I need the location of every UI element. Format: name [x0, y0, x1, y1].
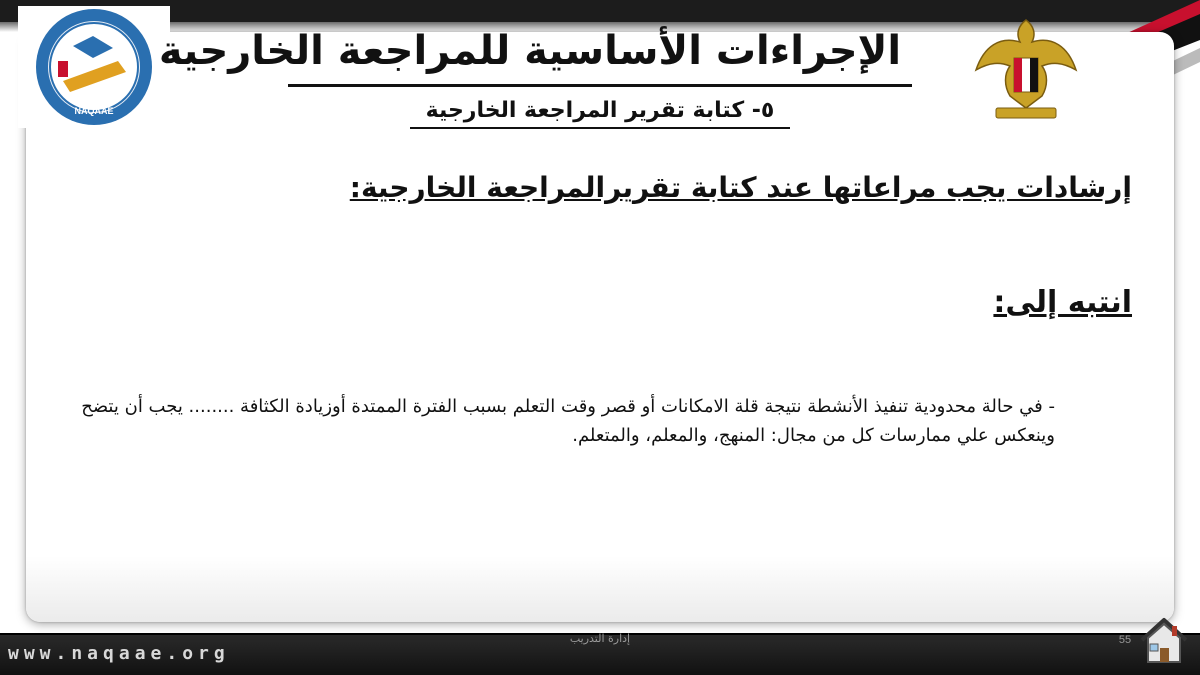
naqaae-logo-icon [18, 6, 170, 128]
bullet-paragraph: - في حالة محدودية تنفيذ الأنشطة نتيجة قلة الامكانات أو قصر وقت التعلم بسبب الفترة الممتدة أوزيادة الكثافة ........ يجب أن يتضح وينعكس علي ممارسات كل من مجال: المنهج، والمعلم، والمتعلم. [81, 396, 1055, 446]
website-url: www.naqaae.org [8, 643, 230, 664]
subtitle-underline [410, 127, 790, 129]
naqaae-logo-label: NAQAAE [74, 106, 114, 116]
slide-title: الإجراءات الأساسية للمراجعة الخارجية [158, 28, 902, 74]
attention-heading: انتبه إلى: [993, 285, 1132, 320]
slide-subtitle: ٥- كتابة تقرير المراجعة الخارجية [425, 98, 775, 123]
eagle-emblem-icon [970, 12, 1082, 124]
footer-department-label: إدارة التدريب [569, 632, 631, 645]
content-panel-footer-shade [26, 556, 1174, 622]
page-number: 55 [1118, 634, 1132, 646]
guidelines-heading: إرشادات يجب مراعاتها عند كتابة تقريرالمراجعة الخارجية: [349, 171, 1132, 204]
home-icon[interactable] [1136, 612, 1192, 668]
title-underline [288, 84, 912, 87]
